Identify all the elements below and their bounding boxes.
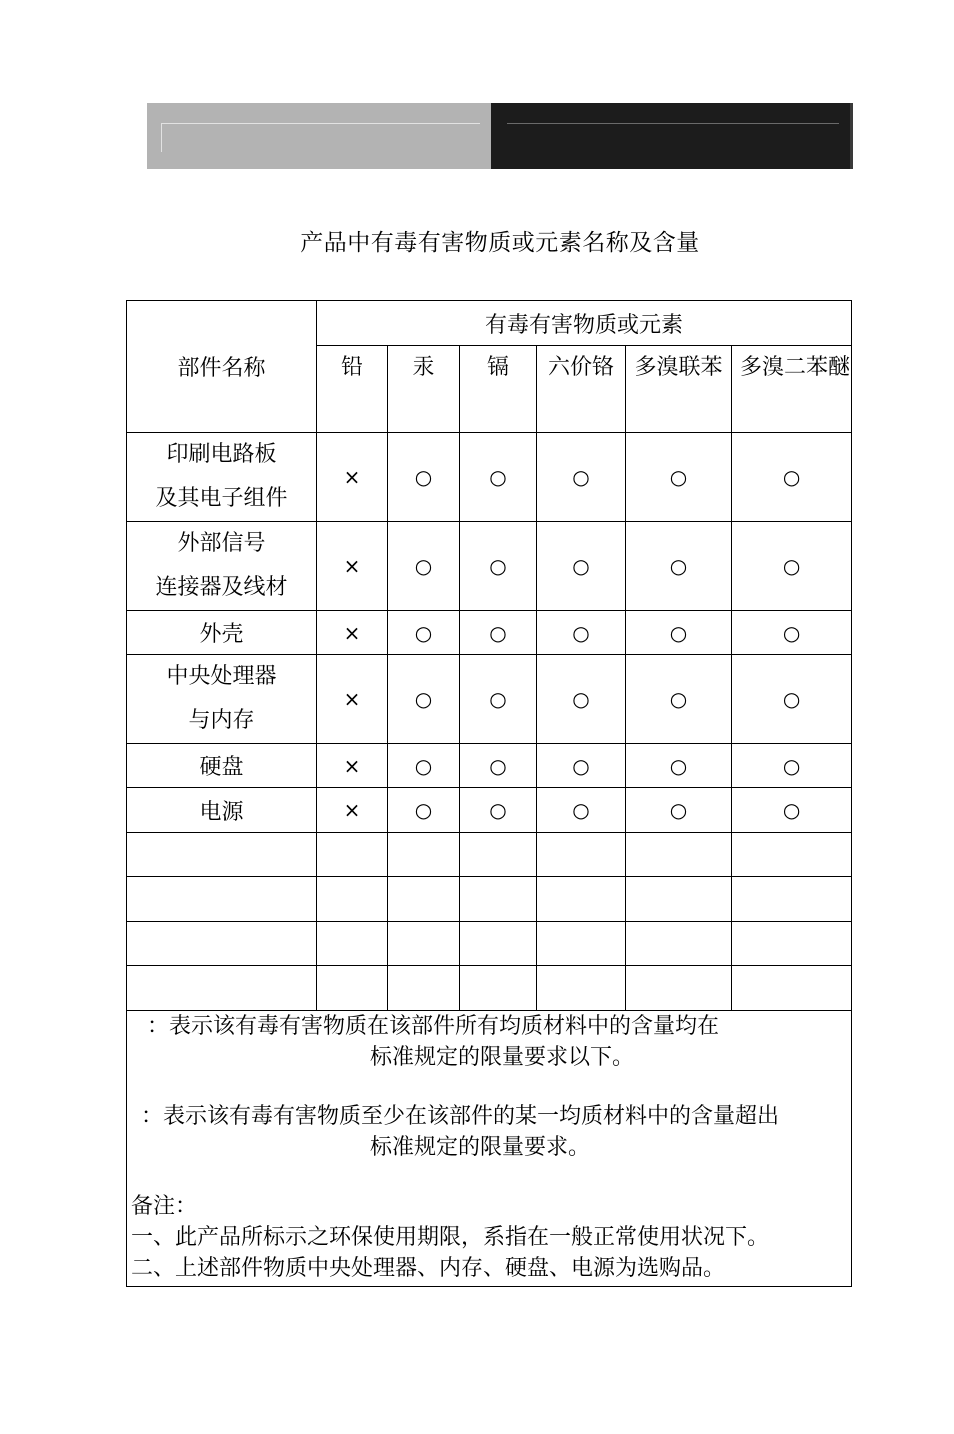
mark-cell: ○ — [732, 433, 852, 522]
empty-cell — [460, 877, 537, 922]
empty-cell — [537, 922, 626, 966]
empty-cell — [127, 833, 317, 877]
table-row — [127, 433, 852, 522]
notes-cell — [127, 1011, 852, 1287]
empty-cell — [537, 833, 626, 877]
mark-cell: × — [317, 522, 388, 611]
mark-cell: ○ — [732, 744, 852, 788]
header-band-right-rule — [507, 123, 839, 124]
hazardous-substances-table — [126, 300, 852, 1287]
part-name-line: 印刷电路板 — [166, 442, 277, 467]
mark-cell: × — [317, 744, 388, 788]
element-header-pbb: 多溴联苯 — [626, 346, 732, 433]
empty-cell — [317, 833, 388, 877]
part-name-cell — [127, 433, 317, 522]
mark-cell: ○ — [460, 655, 537, 744]
mark-cell: ○ — [732, 788, 852, 833]
part-name-line: 连接器及线材 — [155, 575, 288, 600]
mark-cell: ○ — [388, 611, 460, 655]
legend-circle-line1: ：表示该有毒有害物质在该部件所有均质材料中的含量均在 — [147, 1014, 720, 1039]
part-name-cell — [127, 522, 317, 611]
remark-item-1: 一、此产品所标示之环保使用期限，系指在一般正常使用状况下。 — [131, 1225, 770, 1250]
element-header-pbde: 多溴二苯醚 — [732, 346, 852, 433]
empty-row — [127, 833, 852, 877]
document-title: 产品中有毒有害物质或元素名称及含量 — [300, 230, 700, 256]
mark-cell: × — [317, 611, 388, 655]
empty-row — [127, 966, 852, 1011]
mark-cell: ○ — [388, 788, 460, 833]
empty-cell — [537, 966, 626, 1011]
element-header-chromium-vi: 六价铬 — [537, 346, 626, 433]
part-name-cell: 硬盘 — [127, 744, 317, 788]
mark-cell: ○ — [460, 611, 537, 655]
mark-cell: ○ — [732, 611, 852, 655]
legend-cross-line2: 标准规定的限量要求。 — [370, 1135, 591, 1160]
empty-cell — [460, 966, 537, 1011]
part-name-cell: 电源 — [127, 788, 317, 833]
empty-cell — [537, 877, 626, 922]
mark-cell: ○ — [626, 788, 732, 833]
mark-cell: ○ — [460, 744, 537, 788]
mark-cell: ○ — [537, 744, 626, 788]
mark-cell: ○ — [388, 744, 460, 788]
legend-cross-line1: ：表示该有毒有害物质至少在该部件的某一均质材料中的含量超出 — [141, 1104, 780, 1129]
table-row — [127, 522, 852, 611]
empty-cell — [317, 966, 388, 1011]
element-header-cadmium: 镉 — [460, 346, 537, 433]
header-band-left-rule — [161, 123, 480, 152]
mark-cell: ○ — [732, 655, 852, 744]
header-band-right-edge — [850, 103, 853, 169]
table-row — [127, 611, 852, 655]
mark-cell: ○ — [626, 611, 732, 655]
empty-cell — [732, 922, 852, 966]
empty-cell — [626, 833, 732, 877]
header-band-left — [147, 103, 491, 169]
table-row — [127, 788, 852, 833]
mark-cell: × — [317, 788, 388, 833]
mark-cell: ○ — [388, 655, 460, 744]
part-name-line: 与内存 — [188, 708, 255, 733]
notes-row — [127, 1011, 852, 1287]
remark-item-2: 二、上述部件物质中央处理器、内存、硬盘、电源为选购品。 — [131, 1256, 726, 1281]
empty-cell — [732, 833, 852, 877]
table-row — [127, 744, 852, 788]
mark-cell: ○ — [460, 788, 537, 833]
empty-cell — [317, 877, 388, 922]
empty-cell — [626, 922, 732, 966]
header-band-right — [491, 103, 853, 169]
mark-cell: ○ — [626, 522, 732, 611]
empty-cell — [388, 922, 460, 966]
mark-cell: ○ — [537, 655, 626, 744]
mark-cell: × — [317, 655, 388, 744]
remarks-label: 备注： — [131, 1194, 198, 1219]
empty-cell — [460, 922, 537, 966]
part-name-cell: 外壳 — [127, 611, 317, 655]
empty-cell — [460, 833, 537, 877]
empty-cell — [732, 877, 852, 922]
mark-cell: ○ — [388, 522, 460, 611]
part-name-header: 部件名称 — [127, 301, 317, 433]
table-row — [127, 655, 852, 744]
header-row-group — [127, 301, 852, 346]
mark-cell: ○ — [537, 433, 626, 522]
part-name-line: 中央处理器 — [166, 664, 277, 689]
mark-cell: ○ — [626, 744, 732, 788]
mark-cell: ○ — [388, 433, 460, 522]
empty-cell — [388, 877, 460, 922]
empty-cell — [388, 966, 460, 1011]
mark-cell: × — [317, 433, 388, 522]
mark-cell: ○ — [537, 611, 626, 655]
element-header-lead: 铅 — [317, 346, 388, 433]
mark-cell: ○ — [537, 788, 626, 833]
mark-cell: ○ — [626, 655, 732, 744]
empty-cell — [127, 922, 317, 966]
mark-cell: ○ — [460, 522, 537, 611]
mark-cell: ○ — [626, 433, 732, 522]
empty-cell — [388, 833, 460, 877]
part-name-line: 及其电子组件 — [155, 486, 288, 511]
empty-cell — [317, 922, 388, 966]
empty-cell — [626, 966, 732, 1011]
empty-row — [127, 877, 852, 922]
mark-cell: ○ — [460, 433, 537, 522]
part-name-cell — [127, 655, 317, 744]
empty-row — [127, 922, 852, 966]
element-header-mercury: 汞 — [388, 346, 460, 433]
empty-cell — [732, 966, 852, 1011]
empty-cell — [127, 877, 317, 922]
part-name-line: 外部信号 — [177, 531, 266, 556]
mark-cell: ○ — [732, 522, 852, 611]
mark-cell: ○ — [537, 522, 626, 611]
empty-cell — [626, 877, 732, 922]
substance-group-header: 有毒有害物质或元素 — [317, 301, 852, 346]
empty-cell — [127, 966, 317, 1011]
legend-circle-line2: 标准规定的限量要求以下。 — [370, 1045, 635, 1070]
